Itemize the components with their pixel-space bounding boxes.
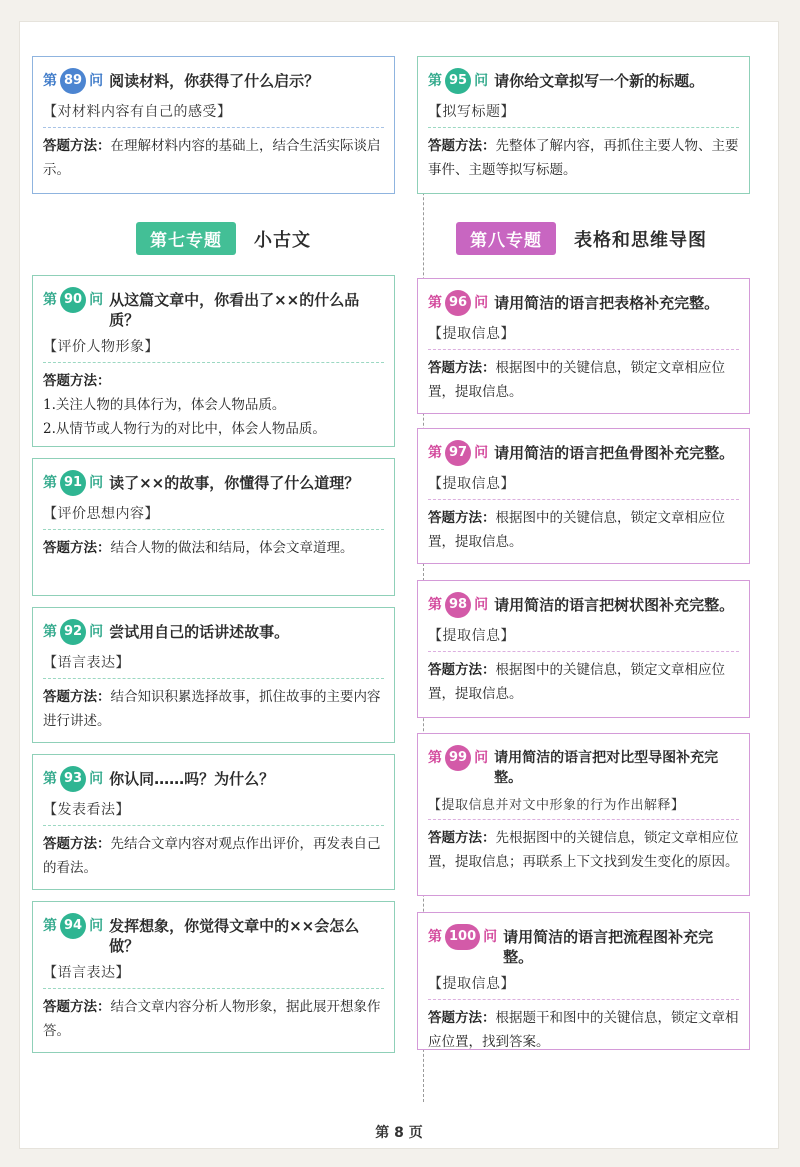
section-pill: 第八专题: [456, 222, 556, 255]
question-tag: 【提取信息】: [428, 326, 515, 342]
section-8-heading: [456, 222, 707, 255]
question-text: 请用简洁的语言把树状图补充完整。: [494, 596, 735, 614]
question-card-99: [417, 733, 750, 896]
question-text: 尝试用自己的话讲述故事。: [109, 623, 290, 641]
answer-method: 答题方法：根据图中的关键信息，锁定文章相应位置，提取信息。: [428, 360, 725, 400]
question-tag: 【拟写标题】: [428, 104, 515, 120]
question-card-93: [32, 754, 395, 890]
question-tag: 【发表看法】: [43, 802, 130, 818]
question-tag: 【提取信息】: [428, 628, 515, 644]
question-text: 发挥想象，你觉得文章中的××会怎么做？: [109, 917, 360, 955]
question-badge: 第 100 问: [428, 923, 497, 951]
question-card-94: [32, 901, 395, 1053]
question-text: 读了××的故事，你懂得了什么道理？: [109, 474, 360, 492]
question-card-97: [417, 428, 750, 564]
question-badge: 第 98 问: [428, 591, 488, 619]
question-text: 请你给文章拟写一个新的标题。: [494, 72, 705, 90]
question-text: 请用简洁的语言把对比型导图补充完整。: [494, 750, 719, 786]
question-tag: 【评价思想内容】: [43, 506, 159, 522]
question-tag: 【提取信息】: [428, 476, 515, 492]
answer-method: 答题方法：先整体了解内容，再抓住主要人物、主要事件、主题等拟写标题。: [428, 138, 739, 178]
answer-method: 答题方法：根据题干和图中的关键信息，锁定文章相应位置，找到答案。: [428, 1010, 739, 1050]
section-subtitle: 表格和思维导图: [574, 229, 707, 251]
question-badge: 第 95 问: [428, 67, 488, 95]
answer-method: 答题方法：根据图中的关键信息，锁定文章相应位置，提取信息。: [428, 662, 725, 702]
question-tag: 【评价人物形象】: [43, 339, 159, 355]
section-7-heading: [136, 222, 311, 255]
question-badge: 第 93 问: [43, 765, 103, 793]
answer-method: 答题方法： 1.关注人物的具体行为，体会人物品质。 2.从情节或人物行为的对比中，体会人物品质。: [43, 373, 326, 437]
question-text: 阅读材料，你获得了什么启示？: [109, 72, 320, 90]
answer-method: 答题方法：结合知识积累选择故事，抓住故事的主要内容进行讲述。: [43, 689, 381, 729]
answer-method: 答题方法：结合文章内容分析人物形象，据此展开想象作答。: [43, 999, 381, 1039]
section-subtitle: 小古文: [254, 229, 311, 251]
question-tag: 【对材料内容有自己的感受】: [43, 104, 232, 120]
question-card-96: [417, 278, 750, 414]
question-badge: 第 92 问: [43, 618, 103, 646]
question-badge: 第 90 问: [43, 286, 103, 314]
question-text: 从这篇文章中，你看出了××的什么品质？: [109, 291, 360, 329]
answer-method: 答题方法：在理解材料内容的基础上，结合生活实际谈启示。: [43, 138, 381, 178]
question-tag: 【提取信息】: [428, 976, 515, 992]
question-text: 你认同……吗？为什么？: [109, 770, 275, 788]
page-number: 第 8 页: [375, 1125, 423, 1141]
question-card-91: [32, 458, 395, 596]
question-badge: 第 97 问: [428, 439, 488, 467]
section-pill: 第七专题: [136, 222, 236, 255]
question-badge: 第 96 问: [428, 289, 488, 317]
question-card-100: [417, 912, 750, 1050]
question-tag: 【语言表达】: [43, 655, 130, 671]
question-card-95: [417, 56, 750, 194]
question-card-89: [32, 56, 395, 194]
question-tag: 【提取信息并对文中形象的行为作出解释】: [428, 798, 685, 813]
answer-method: 答题方法：先根据图中的关键信息，锁定文章相应位置，提取信息；再联系上下文找到发生变化的原因。: [428, 830, 739, 870]
answer-method: 答题方法：根据图中的关键信息，锁定文章相应位置，提取信息。: [428, 510, 725, 550]
question-tag: 【语言表达】: [43, 965, 130, 981]
answer-method: 答题方法：结合人物的做法和结局，体会文章道理。: [43, 540, 354, 556]
question-badge: 第 99 问: [428, 744, 488, 772]
question-text: 请用简洁的语言把流程图补充完整。: [503, 928, 714, 966]
question-card-98: [417, 580, 750, 718]
question-badge: 第 94 问: [43, 912, 103, 940]
question-text: 请用简洁的语言把表格补充完整。: [494, 294, 720, 312]
question-text: 请用简洁的语言把鱼骨图补充完整。: [494, 444, 735, 462]
question-badge: 第 91 问: [43, 469, 103, 497]
question-badge: 第 89 问: [43, 67, 103, 95]
page-sheet: [20, 22, 778, 1148]
question-card-90: [32, 275, 395, 447]
answer-method: 答题方法：先结合文章内容对观点作出评价，再发表自己的看法。: [43, 836, 381, 876]
question-card-92: [32, 607, 395, 743]
